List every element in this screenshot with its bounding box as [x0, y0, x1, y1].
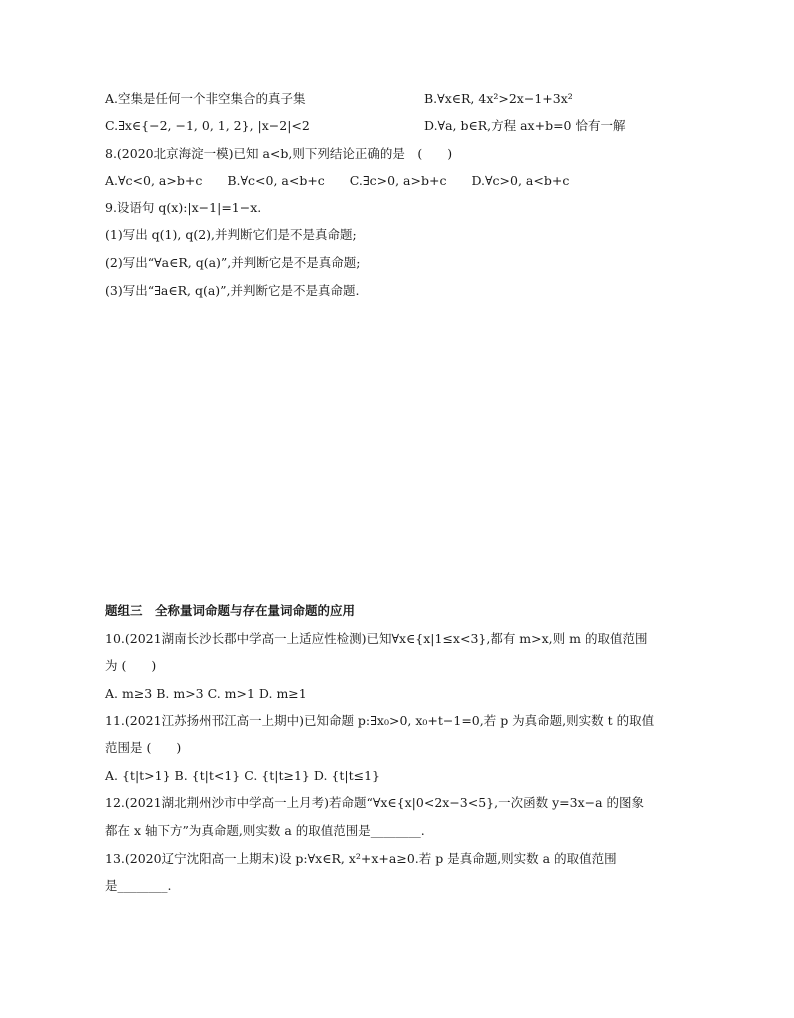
q13-stem-line-2: 是________.	[105, 878, 172, 893]
q11-stem-line-1: 11.(2021江苏扬州邗江高一上期中)已知命题 p:∃x₀>0, x₀+t−1=0,若 p 为真命题,则实数 t 的取值	[105, 713, 655, 728]
q9-part-1: (1)写出 q(1), q(2),并判断它们是不是真命题;	[105, 227, 357, 242]
q9-stem: 9.设语句 q(x):|x−1|=1−x.	[105, 200, 262, 215]
q8-options: A.∀c<0, a>b+c B.∀c<0, a<b+c C.∃c>0, a>b+c D.∀c>0, a<b+c	[105, 173, 570, 188]
q7-option-b: B.∀x∈R, 4x²>2x−1+3x²	[424, 91, 573, 106]
section-3-title: 题组三 全称量词命题与存在量词命题的应用	[105, 603, 356, 618]
q12-stem-line-1: 12.(2021湖北荆州沙市中学高一上月考)若命题“∀x∈{x|0<2x−3<5},一次函数 y=3x−a 的图象	[105, 795, 645, 810]
q10-stem-line-2: 为 ( )	[105, 658, 157, 673]
q9-part-2: (2)写出“∀a∈R, q(a)”,并判断它是不是真命题;	[105, 255, 361, 270]
q9-part-3: (3)写出“∃a∈R, q(a)”,并判断它是不是真命题.	[105, 283, 360, 298]
q12-stem-line-2: 都在 x 轴下方”为真命题,则实数 a 的取值范围是________.	[105, 823, 425, 838]
q11-options: A. {t|t>1} B. {t|t<1} C. {t|t≥1} D. {t|t≤1}	[105, 768, 380, 783]
q7-option-c: C.∃x∈{−2, −1, 0, 1, 2}, |x−2|<2	[105, 118, 310, 133]
q7-option-d: D.∀a, b∈R,方程 ax+b=0 恰有一解	[424, 118, 626, 133]
q10-stem-line-1: 10.(2021湖南长沙长郡中学高一上适应性检测)已知∀x∈{x|1≤x<3},都有 m>x,则 m 的取值范围	[105, 631, 648, 646]
q7-option-a: A.空集是任何一个非空集合的真子集	[105, 91, 306, 106]
q11-stem-line-2: 范围是 ( )	[105, 740, 182, 755]
q13-stem-line-1: 13.(2020辽宁沈阳高一上期末)设 p:∀x∈R, x²+x+a≥0.若 p 是真命题,则实数 a 的取值范围	[105, 851, 617, 866]
q10-options: A. m≥3 B. m>3 C. m>1 D. m≥1	[105, 686, 307, 701]
q8-stem: 8.(2020北京海淀一模)已知 a<b,则下列结论正确的是 ( )	[105, 146, 453, 161]
